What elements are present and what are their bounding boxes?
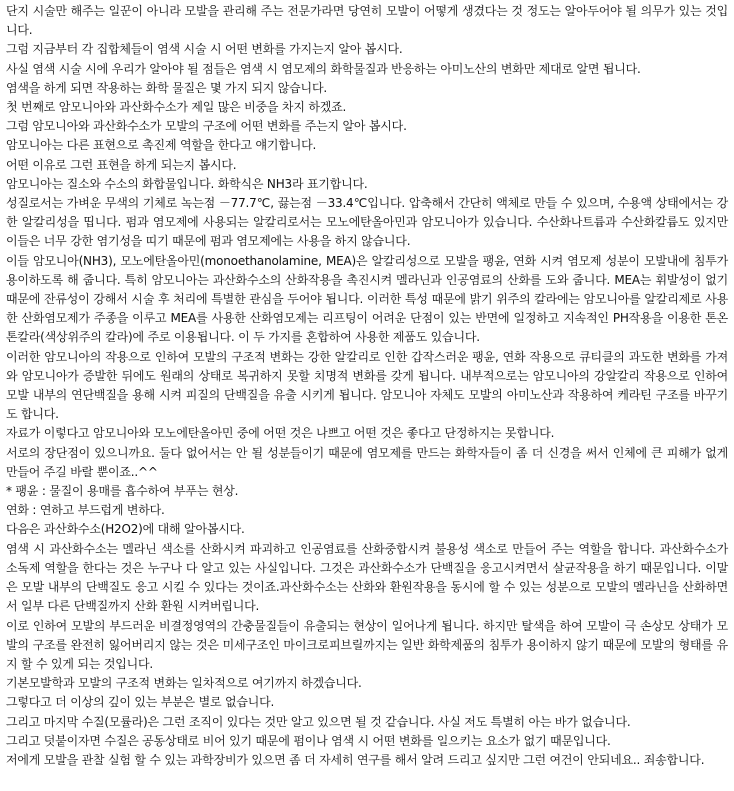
paragraph: 첫 번째로 암모니아와 과산화수소가 제일 많은 비중을 차지 하겠죠.: [6, 100, 347, 115]
paragraph: 서로의 장단점이 있으니까요. 둘다 없어서는 안 될 성분들이기 때문에 염모제를 만드는 화학자들이 좀 더 신경을 써서 인체에 큰 피해가 없게 만들어 주길 바랄 뿐이죠..^^: [6, 445, 728, 479]
paragraph: 그렇다고 더 이상의 깊이 있는 부분은 별로 없습니다.: [6, 695, 275, 710]
paragraph: 염색을 하게 되면 작용하는 화학 물질은 몇 가지 되지 않습니다.: [6, 80, 327, 95]
paragraph: 그럼 암모니아와 과산화수소가 모발의 구조에 어떤 변화를 주는지 알아 봅시다.: [6, 119, 407, 134]
paragraph: 염색 시 과산화수소는 멜라닌 색소를 산화시켜 파괴하고 인공염료를 산화중합시켜 불용성 색소로 만들어 주는 역할을 합니다. 과산화수소가 소독제 역할을 한다는 것은 누구나 다 알고 있는 사실입니다. 그것은 과산화수소가 단백질을 응고시켜면서 살균작용을 하기 때문입니다. 이말은 모발 내부의 단백질도 응고 시킬 수 있다는 것이죠.과산화수소는 산화와 환원작용을 동시에 할 수 있는 성분으로 모발의 멜라닌을 산화하면서 일부 다른 단백질까지 산화 환원 시켜버립니다.: [6, 541, 728, 614]
paragraph: 이들 암모니아(NH3), 모노에탄올아민(monoethanolamine, MEA)은 알칼리성으로 모발을 팽윤, 연화 시켜 염모제 성분이 모발내에 침투가 용이하도록 해 줍니다. 특히 암모니아는 과산화수소의 산화작용을 촉진시켜 멜라닌과 인공염료의 산화를 도와 줍니다. MEA는 휘발성이 없기 때문에 잔류성이 강해서 시술 후 처리에 특별한 관심을 두어야 됩니다. 이러한 특성 때문에 밝기 위주의 칼라에는 암모니아를 알칼리제로 사용한 산화염모제가 주종을 이루고 MEA를 사용한 산화염모제는 리프팅이 어려운 단점이 있는 반면에 일정하고 지속적인 PH작용을 이용한 톤온톤칼라(색상위주의 칼라)에 주로 이용됩니다. 이 두 가지를 혼합하여 사용한 제품도 있습니다.: [6, 253, 728, 345]
paragraph: 이로 인하여 모발의 부드러운 비결정영역의 간충물질들이 유출되는 현상이 일어나게 됩니다. 하지만 탈색을 하여 모발이 극 손상모 상태가 모발의 구조를 완전히 잃어버리지 않는 것은 미세구조인 마이크로피브릴까지는 일반 화학제품의 침투가 용이하지 않기 때문에 모발의 형태를 유지 할 수 있게 되는 것입니다.: [6, 618, 728, 671]
paragraph: 그럼 지금부터 각 집합체들이 염색 시술 시 어떤 변화를 가지는지 알아 봅시다.: [6, 42, 403, 57]
paragraph: 암모니아는 질소와 수소의 화합물입니다. 화학식은 NH3라 표기합니다.: [6, 176, 368, 191]
paragraph: 사실 염색 시술 시에 우리가 알아야 될 점들은 염색 시 염모제의 화학물질과 반응하는 아미노산의 변화만 제대로 알면 됩니다.: [6, 61, 641, 76]
paragraph: 성질로서는 가벼운 무색의 기체로 녹는점 －77.7℃, 끓는점 －33.4℃입니다. 압축해서 간단히 액체로 만들 수 있으며, 수용액 상태에서는 강한 알칼리성을 띱니다. 펌과 염모제에 사용되는 알칼리로서는 모노에탄올아민과 암모니아가 있습니다. 수산화나트륨과 수산화칼륨도 있지만 이들은 너무 강한 염기성을 띠기 때문에 펌과 염모제에는 사용을 하지 않습니다.: [6, 196, 728, 249]
paragraph: 다음은 과산화수소(H2O2)에 대해 알아봅시다.: [6, 522, 245, 537]
paragraph: 그리고 마지막 수질(모률라)은 그런 조직이 있다는 것만 알고 있으면 될 것 같습니다. 사실 저도 특별히 아는 바가 없습니다.: [6, 714, 631, 729]
paragraph: 암모니아는 다른 표현으로 촉진제 역할을 한다고 얘기합니다.: [6, 138, 317, 153]
paragraph: 그리고 덧붙이자면 수질은 공동상태로 비어 있기 때문에 펌이나 염색 시 어떤 변화를 일으키는 요소가 없기 때문입니다.: [6, 733, 611, 748]
paragraph: 이러한 암모니아의 작용으로 인하여 모발의 구조적 변화는 강한 알칼리로 인한 갑작스러운 팽윤, 연화 작용으로 큐티클의 과도한 변화를 가져와 암모니아가 증발한 뒤에도 원래의 상태로 복귀하지 못할 치명적 변화를 갖게 됩니다. 내부적으로는 암모니아의 강알칼리 작용으로 인하여 모발 내부의 연단백질을 용해 시켜 피질의 단백질을 유출 시키게 됩니다. 암모니아 자체도 모발의 아미노산과 작용하여 케라틴 구조를 바꾸기도 합니다.: [6, 349, 728, 422]
paragraph: 자료가 이렇다고 암모니아와 모노에탄올아민 중에 어떤 것은 나쁘고 어떤 것은 좋다고 단정하지는 못합니다.: [6, 426, 555, 441]
paragraph: 어떤 이유로 그런 표현을 하게 되는지 봅시다.: [6, 157, 237, 172]
footnote-softening: 연화 : 연하고 부드럽게 변하다.: [6, 503, 165, 518]
paragraph: 단지 시술만 해주는 일꾼이 아니라 모발을 관리해 주는 전문가라면 당연히 모발이 어떻게 생겼다는 것 정도는 알아두어야 될 의무가 있는 것입니다.: [6, 4, 728, 38]
paragraph: 저에게 모발을 관찰 실험 할 수 있는 과학장비가 있으면 좀 더 자세히 연구를 해서 알려 드리고 싶지만 그런 여건이 안되네요.. 죄송합니다.: [6, 752, 705, 767]
footnote-swelling: * 팽윤 : 물질이 용매를 흡수하여 부푸는 현상.: [6, 484, 239, 499]
paragraph: 기본모발학과 모발의 구조적 변화는 일차적으로 여기까지 하겠습니다.: [6, 676, 362, 691]
